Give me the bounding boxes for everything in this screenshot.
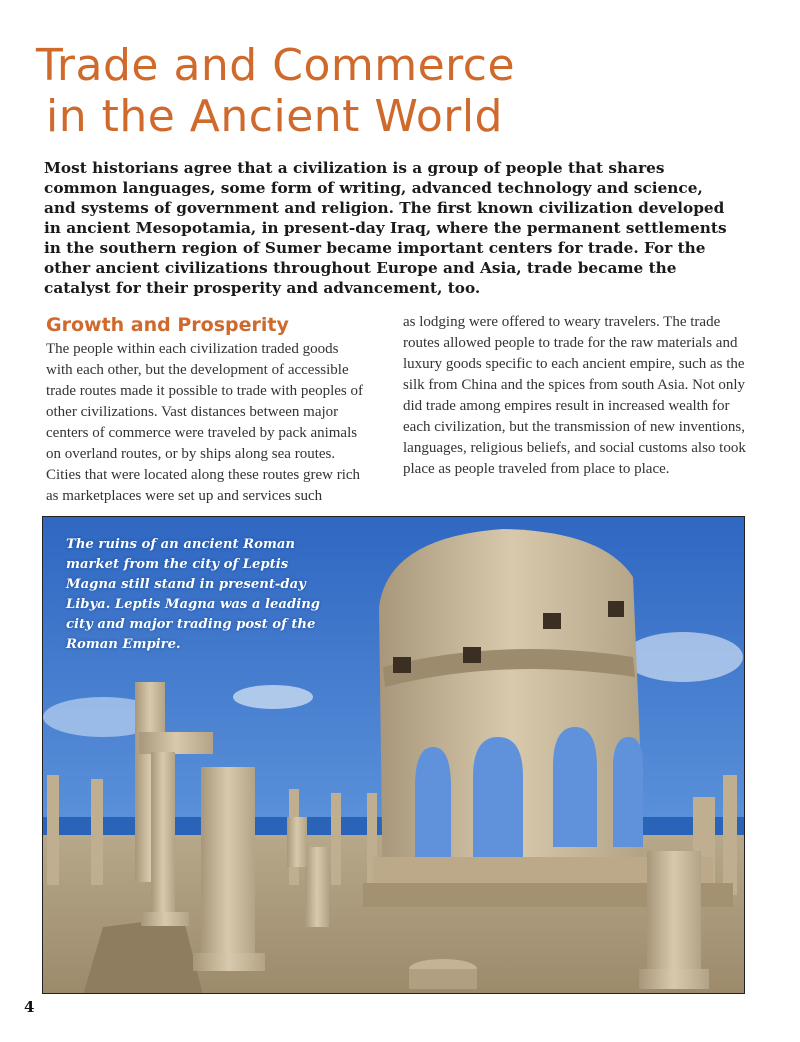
- foreground-column: [639, 851, 709, 989]
- title-line-1: Trade and Commerce: [36, 40, 516, 91]
- title-line-2: in the Ancient World: [46, 91, 503, 142]
- body-text-right: as lodging were offered to weary travelers. The trade routes allowed people to trade for the raw materials and luxury goods specific to each ancient empire, such as the silk from China and the spices from south Asia. Not only did trade among empires result in increased wealth for each civilization, but the transmission of new inventions, languages, religious beliefs, and social customs also took place as people traveled from place to place.: [403, 314, 746, 477]
- section-heading: Growth and Prosperity: [46, 314, 289, 336]
- left-column: [46, 312, 364, 507]
- intro-paragraph: Most historians agree that a civilization is a group of people that shares common languages, some form of writing, advanced technology and science, and systems of government and religion. The first known civilization developed in ancient Mesopotamia, in present-day Iraq, where the permanent settlements in the southern region of Sumer became important centers for trade. For the other ancient civilizations throughout Europe and Asia, trade became the catalyst for their prosperity and advancement, too.: [44, 159, 727, 297]
- page-title: [36, 40, 776, 142]
- right-column: [403, 312, 748, 480]
- page-number: 4: [24, 998, 35, 1016]
- body-text-left: The people within each civilization traded goods with each other, but the development of accessible trade routes made it possible to trade with peoples of other civilizations. Vast distances between major centers of commerce were traveled by pack animals on overland routes, or by ships along sea routes. Cities that were located along these routes grew rich as marketplaces were set up and services such: [46, 341, 363, 504]
- photo-caption: The ruins of an ancient Roman market from the city of Leptis Magna still stand in present-day Libya. Leptis Magna was a leading city and major trading post of the Roman Empire.: [66, 537, 321, 652]
